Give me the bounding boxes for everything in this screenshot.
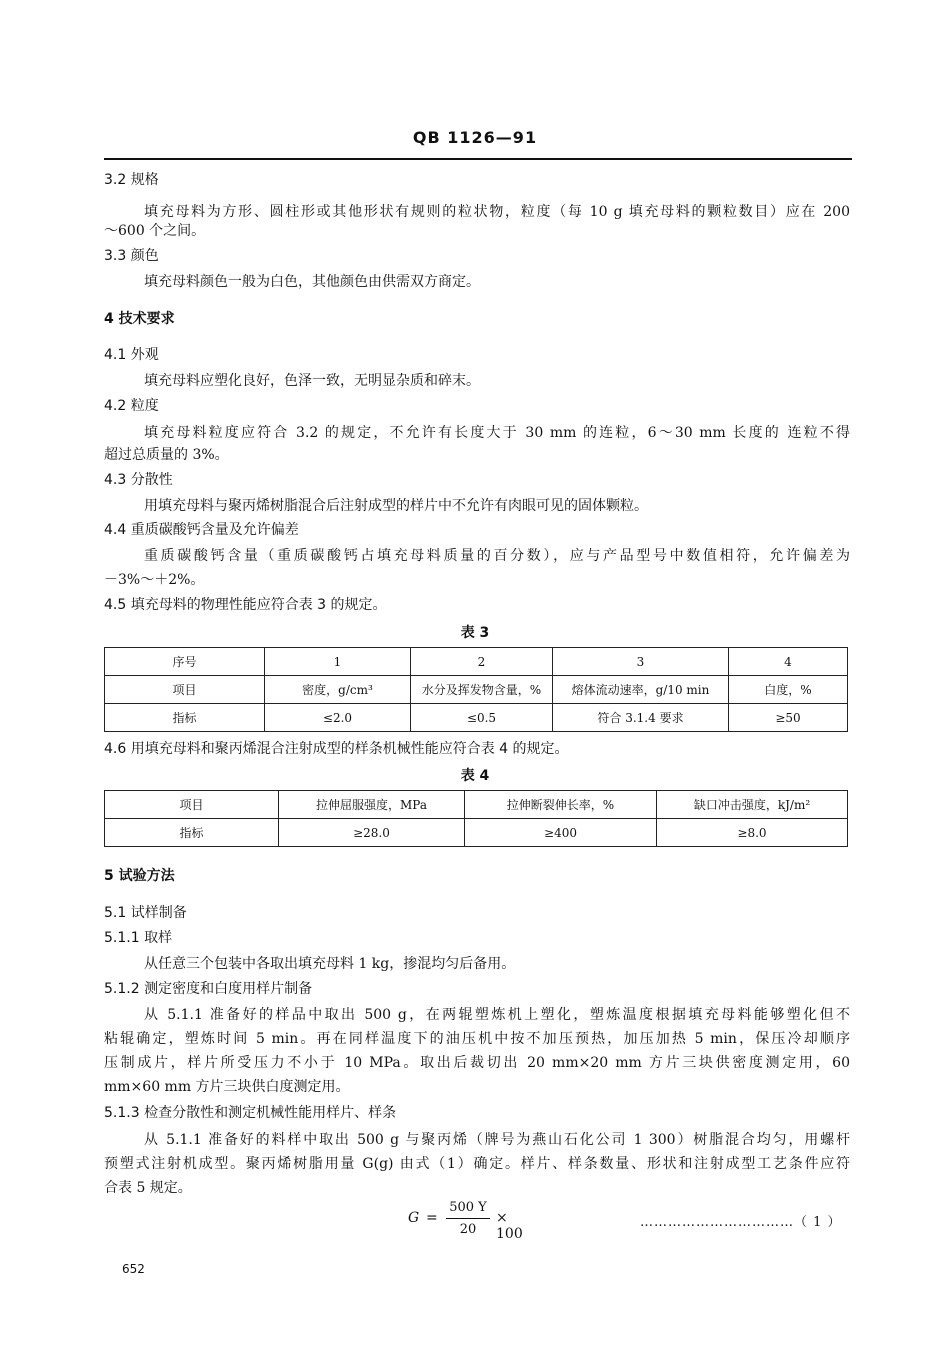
section-5-1-2-text-4: mm×60 mm 方片三块供白度测定用。: [104, 1079, 350, 1095]
table-4-caption: 表 4: [460, 768, 490, 784]
table-cell: 熔体流动速率，g/10 min: [553, 676, 729, 704]
table-cell: 缺口冲击强度，kJ/m²: [657, 791, 848, 819]
section-5-1-3-text-3: 合表 5 规定。: [104, 1180, 192, 1196]
table-cell: ≥400: [465, 819, 657, 847]
section-5-1-2-text-2: 粘辊确定，塑炼时间 5 min。再在同样温度下的油压机中按不加压预热，加压加热 5 min，保压冷却顺序: [104, 1031, 850, 1047]
table-cell: 指标: [105, 704, 265, 732]
formula-number: ……………………………（ 1 ）: [640, 1215, 842, 1230]
section-4-5-heading: 4.5 填充母料的物理性能应符合表 3 的规定。: [104, 597, 387, 613]
section-4-heading: 4 技术要求: [104, 311, 175, 327]
section-3-2-text-1: 填充母料为方形、圆柱形或其他形状有规则的粒状物，粒度（每 10 g 填充母料的颗粒数目）应在 200: [144, 204, 850, 220]
table-row: [105, 704, 848, 732]
table-row: [105, 676, 848, 704]
section-5-1-3-heading: 5.1.3 检查分散性和测定机械性能用样片、样条: [104, 1105, 397, 1121]
table-cell: ≤0.5: [411, 704, 553, 732]
section-3-3-text-1: 填充母料颜色一般为白色，其他颜色由供需双方商定。: [144, 274, 480, 290]
table-cell: 3: [553, 648, 729, 676]
table-row: [105, 648, 848, 676]
table-cell: 指标: [105, 819, 279, 847]
formula-equals: =: [426, 1210, 438, 1226]
section-4-2-text-2: 超过总质量的 3%。: [104, 447, 229, 463]
table-cell: 2: [411, 648, 553, 676]
section-5-1-1-text-1: 从任意三个包装中各取出填充母料 1 kg，掺混均匀后备用。: [144, 956, 516, 972]
section-4-3-heading: 4.3 分散性: [104, 472, 173, 488]
page-header: QB 1126—91: [412, 128, 538, 147]
formula-denominator: 20: [459, 1222, 477, 1237]
section-4-2-heading: 4.2 粒度: [104, 398, 159, 414]
section-4-4-text-1: 重质碳酸钙含量（重质碳酸钙占填充母料质量的百分数），应与产品型号中数值相符，允许偏差为: [144, 548, 850, 564]
formula-multiplier: × 100: [496, 1210, 523, 1242]
section-4-3-text-1: 用填充母料与聚丙烯树脂混合后注射成型的样片中不允许有肉眼可见的固体颗粒。: [144, 498, 648, 514]
section-3-3-heading: 3.3 颜色: [104, 248, 159, 264]
header-rule: [104, 158, 852, 160]
section-5-1-2-text-1: 从 5.1.1 准备好的样品中取出 500 g，在两辊塑炼机上塑化，塑炼温度根据填充母料能够塑化但不: [144, 1007, 850, 1023]
table-cell: 4: [729, 648, 848, 676]
table-cell: 拉伸屈服强度，MPa: [279, 791, 465, 819]
table-cell: ≤2.0: [265, 704, 411, 732]
section-3-2-text-2: ～600 个之间。: [104, 223, 206, 239]
section-4-4-text-2: －3%～＋2%。: [104, 572, 205, 588]
table-cell: 项目: [105, 676, 265, 704]
section-3-2-heading: 3.2 规格: [104, 172, 159, 188]
table-cell: ≥28.0: [279, 819, 465, 847]
table-cell: 1: [265, 648, 411, 676]
section-5-1-3-text-1: 从 5.1.1 准备好的料样中取出 500 g 与聚丙烯（牌号为燕山石化公司 1 300）树脂混合均匀，用螺杆: [144, 1132, 850, 1148]
table-cell: 密度，g/cm³: [265, 676, 411, 704]
section-4-1-heading: 4.1 外观: [104, 347, 159, 363]
section-5-1-1-heading: 5.1.1 取样: [104, 930, 173, 946]
page-number: 652: [122, 1262, 145, 1276]
section-5-1-2-text-3: 压制成片，样片所受压力不小于 10 MPa。取出后裁切出 20 mm×20 mm 方片三块供密度测定用，60: [104, 1055, 850, 1071]
table-cell: 水分及挥发物含量，%: [411, 676, 553, 704]
formula-lhs: G: [408, 1210, 420, 1226]
table-cell: 项目: [105, 791, 279, 819]
section-4-6-heading: 4.6 用填充母料和聚丙烯混合注射成型的样条机械性能应符合表 4 的规定。: [104, 741, 569, 757]
table-cell: ≥8.0: [657, 819, 848, 847]
table-cell: 拉伸断裂伸长率，%: [465, 791, 657, 819]
section-5-1-2-heading: 5.1.2 测定密度和白度用样片制备: [104, 981, 313, 997]
table-row: [105, 819, 848, 847]
table-cell: 符合 3.1.4 要求: [553, 704, 729, 732]
table-cell: 白度，%: [729, 676, 848, 704]
section-4-2-text-1: 填充母料粒度应符合 3.2 的规定，不允许有长度大于 30 mm 的连粒，6～30 mm 长度的 连粒不得: [144, 425, 850, 441]
table-3-caption: 表 3: [460, 625, 490, 641]
table-cell: 序号: [105, 648, 265, 676]
table-row: [105, 791, 848, 819]
table-4: [104, 790, 848, 847]
section-4-4-heading: 4.4 重质碳酸钙含量及允许偏差: [104, 522, 299, 538]
table-cell: ≥50: [729, 704, 848, 732]
table-3: [104, 647, 848, 732]
section-4-1-text-1: 填充母料应塑化良好，色泽一致，无明显杂质和碎末。: [144, 373, 480, 389]
formula-numerator: 500 Y: [449, 1200, 487, 1215]
section-5-heading: 5 试验方法: [104, 868, 175, 884]
section-5-1-heading: 5.1 试样制备: [104, 905, 187, 921]
section-5-1-3-text-2: 预塑式注射机成型。聚丙烯树脂用量 G(g) 由式（1）确定。样片、样条数量、形状和注射成型工艺条件应符: [104, 1156, 850, 1172]
fraction-bar: [446, 1218, 490, 1219]
